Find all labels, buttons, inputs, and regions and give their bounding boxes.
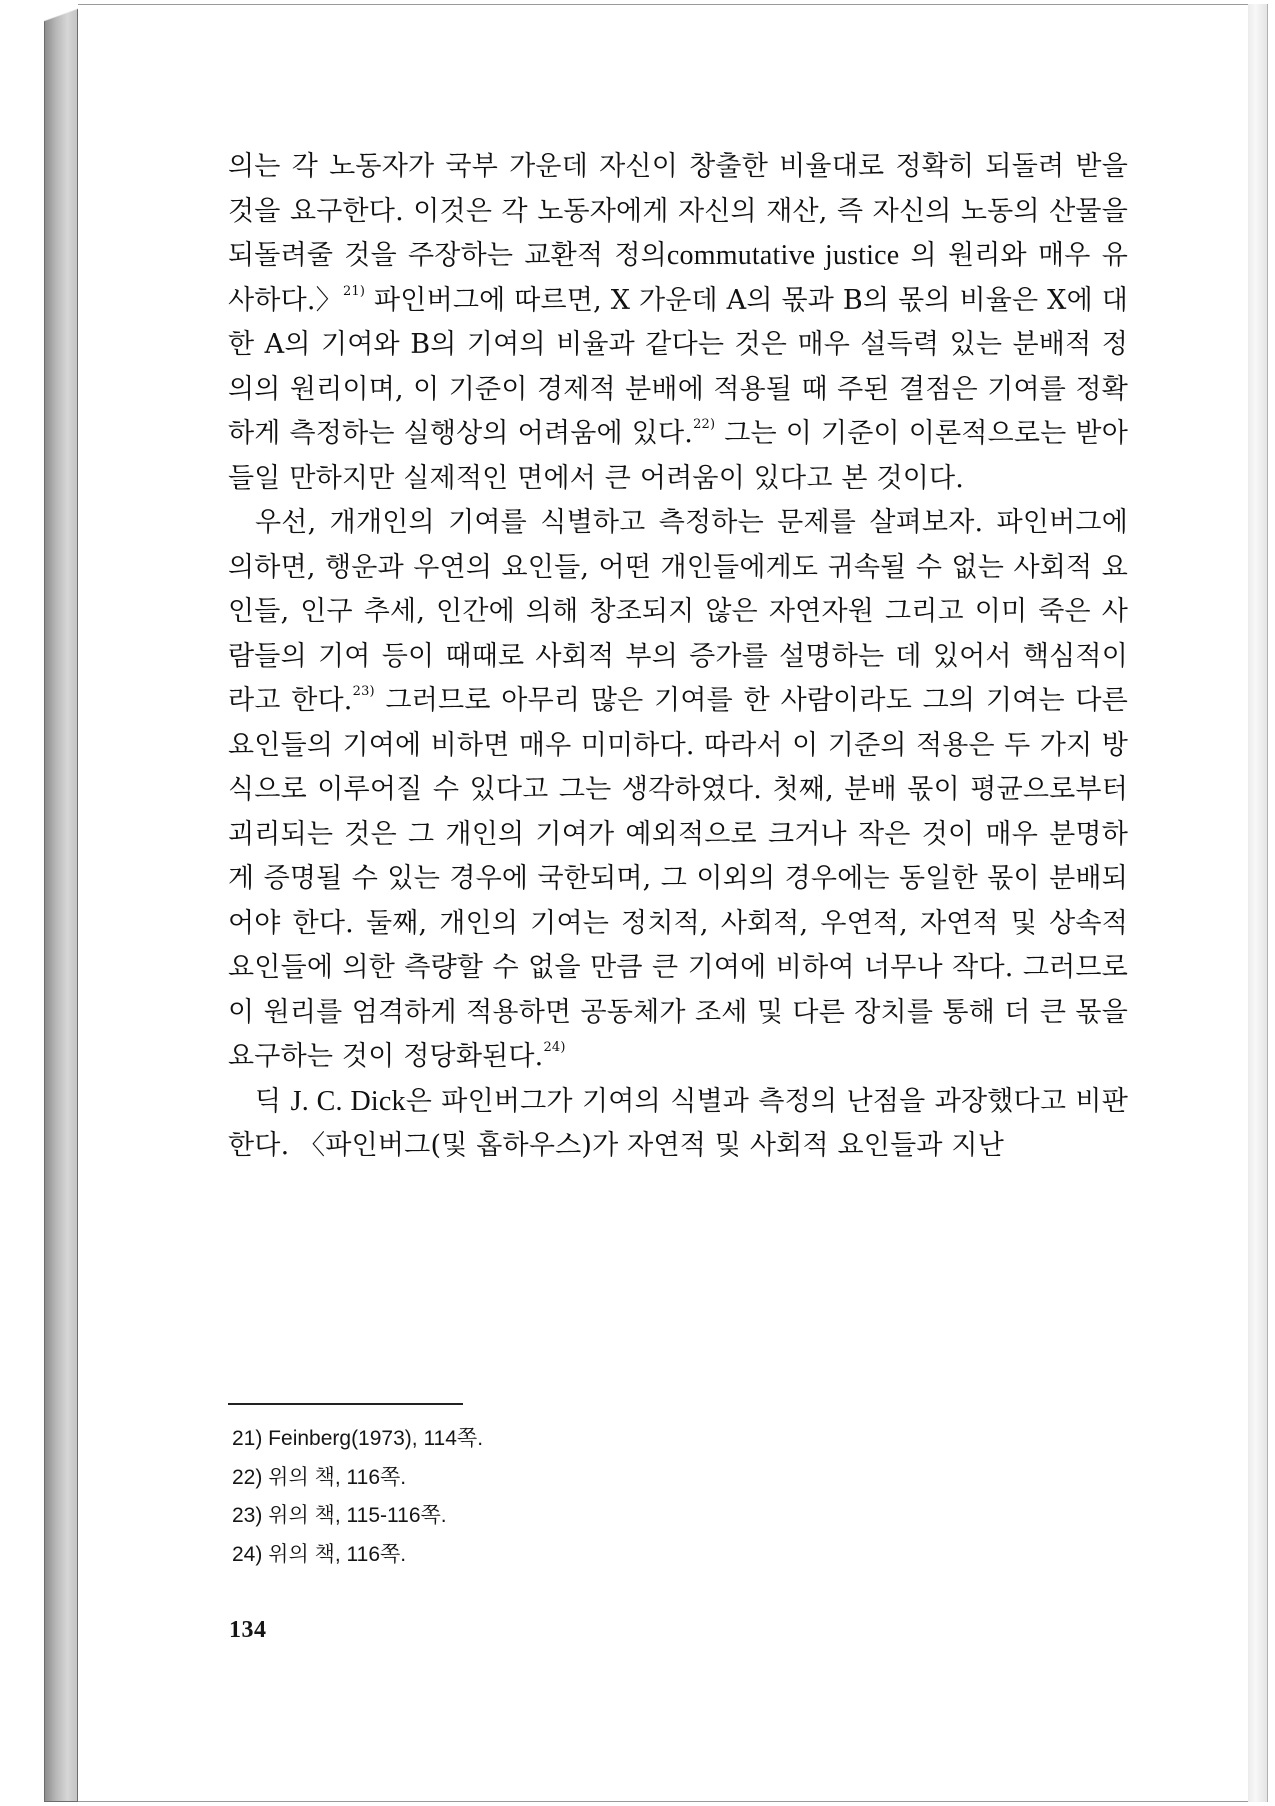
footnote-ref: 24) bbox=[543, 1040, 566, 1055]
footnotes bbox=[232, 1420, 832, 1574]
text-run: 의는 각 노동자가 국부 가운데 자신이 창출한 비율대로 정확히 되돌려 받을 것을 요구한다. 이것은 각 노동자에게 자신의 재산, 즉 자신의 노동의 산물을 되돌려줄 것을 주장하는 교환적 정의 bbox=[228, 151, 1128, 271]
paragraph bbox=[228, 501, 1128, 1080]
body-text bbox=[228, 145, 1128, 1169]
text-run: 은 파인버그가 기여의 식별과 측정의 난점을 과장했다고 비판한다. 〈파인버그(및 홉하우스)가 자연적 및 사회적 요인들과 지난 bbox=[228, 1085, 1128, 1161]
page-number: 134 bbox=[229, 1617, 267, 1643]
text-run: J. C. Dick bbox=[290, 1085, 406, 1117]
text-run: 딕 bbox=[255, 1085, 291, 1117]
paragraph bbox=[228, 145, 1128, 501]
footnote-divider bbox=[228, 1403, 463, 1405]
paragraph bbox=[228, 1080, 1128, 1169]
text-run: 의 원리와 매우 유사하다.〉 bbox=[228, 240, 1129, 316]
text-run: 파인버그에 따르면, X 가운데 A의 몫과 B의 몫의 비율은 X에 대한 A의 기여와 B의 기여의 비율과 같다는 것은 매우 설득력 있는 분배적 정의의 원리이며, 이 기준이 경제적 분배에 적용될 때 주된 결점은 기여를 정확하게 측정하는 실행상의 어려움에 있다. bbox=[228, 284, 1128, 449]
footnote-ref: 22) bbox=[693, 417, 716, 432]
footnote-24: 24) 위의 책, 116쪽. bbox=[232, 1542, 407, 1566]
text-run: commutative justice bbox=[666, 240, 900, 271]
footnote-ref: 21) bbox=[342, 283, 366, 299]
text-run: 우선, 개개인의 기여를 식별하고 측정하는 문제를 살펴보자. 파인버그에 의하면, 행운과 우연의 요인들, 어떤 개인들에게도 귀속될 수 없는 사회적 요인들, 인구 추세, 인간에 의해 창조되지 않은 자연자원 그리고 이미 죽은 사람들의 기여 등이 때때로 사회적 부의 증가를 설명하는 데 있어서 핵심적이라고 한다. bbox=[228, 507, 1128, 716]
footnote-22: 22) 위의 책, 116쪽. bbox=[232, 1465, 407, 1489]
footnote-21: 21) Feinberg(1973), 114쪽. bbox=[232, 1427, 484, 1450]
book-spine bbox=[44, 4, 78, 1802]
footnote-ref: 23) bbox=[352, 684, 375, 699]
text-run: 그러므로 아무리 많은 기여를 한 사람이라도 그의 기여는 다른 요인들의 기여에 비하면 매우 미미하다. 따라서 이 기준의 적용은 두 가지 방식으로 이루어질 수 있다고 그는 생각하였다. 첫째, 분배 몫이 평균으로부터 괴리되는 것은 그 개인의 기여가 예외적으로 크거나 작은 것이 매우 분명하게 증명될 수 있는 경우에 국한되며, 그 이외의 경우에는 동일한 몫이 분배되어야 한다. 둘째, 개인의 기여는 정치적, 사회적, 우연적, 자연적 및 상속적 요인들에 의한 측량할 수 없을 만큼 큰 기여에 비하여 너무나 작다. 그러므로 이 원리를 엄격하게 적용하면 공동체가 조세 및 다른 장치를 통해 더 큰 몫을 요구하는 것이 정당화된다. bbox=[228, 685, 1128, 1072]
page-edge bbox=[1248, 4, 1268, 1802]
text-run: 그는 이 기준이 이론적으로는 받아들일 만하지만 실제적인 면에서 큰 어려움이 있다고 본 것이다. bbox=[228, 418, 1128, 494]
footnote-23: 23) 위의 책, 115-116쪽. bbox=[232, 1504, 447, 1527]
